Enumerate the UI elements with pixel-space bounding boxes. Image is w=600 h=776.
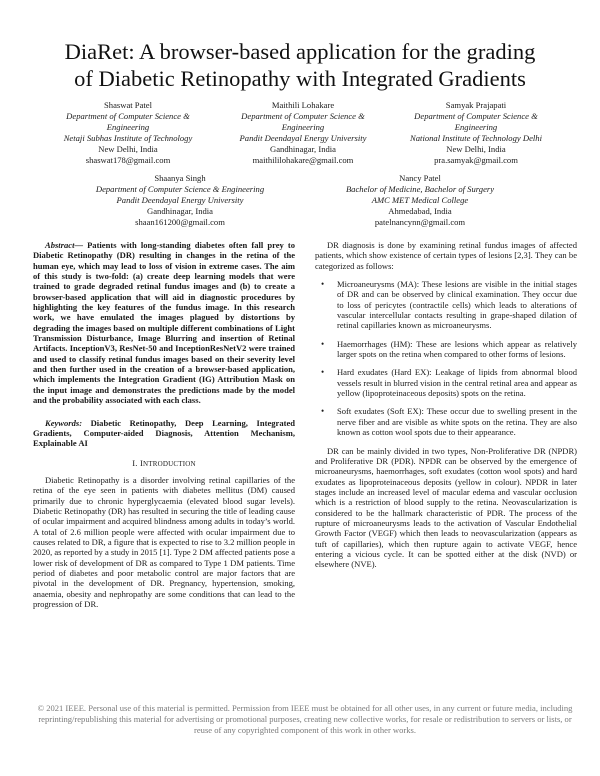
bullet-icon: •: [321, 406, 325, 417]
author-location: New Delhi, India: [98, 144, 158, 154]
author-institution: Pandit Deendayal Energy University: [239, 133, 367, 143]
author-institution: Netaji Subhas Institute of Technology: [63, 133, 193, 143]
author-dept: Engineering: [454, 122, 498, 132]
lesion-list: [315, 279, 577, 437]
author-block-5: [300, 173, 540, 228]
right-column: [315, 240, 577, 570]
list-item: • Microaneurysms (MA): These lesions are visible in the initial stages of DR and can be observed by clinical examination. They occur due to loss of pericytes (contractile cells) which leads to alterations of vascular intercellular contacts resulting in grape-shaped dilation of retinal capillaries known as microaneurysms.: [321, 279, 577, 331]
author-block-1: [48, 100, 208, 166]
author-institution: AMC MET Medical College: [371, 195, 469, 205]
author-location: Gandhinagar, India: [147, 206, 213, 216]
author-name: Shaanya Singh: [154, 173, 206, 183]
left-column: [33, 240, 295, 609]
author-block-2: [218, 100, 388, 166]
author-institution: Pandit Deendayal Energy University: [116, 195, 244, 205]
author-name: Nancy Patel: [399, 173, 441, 183]
author-email[interactable]: pra.samyak@gmail.com: [434, 155, 518, 165]
author-dept: Engineering: [281, 122, 325, 132]
abstract-text: Patients with long-standing diabetes often fall prey to Diabetic Retinopathy (DR) resulting in changes in the retina of the human eye, which may lead to loss of vision in extreme cases. The aim of this study is two-fold: (a) create deep learning models that were trained to grade degraded retinal fundus images and (b) to create a browser-based application that will aid in diagnostic procedures by highlighting the key features of the fundus image. In this research work, we have emulated the images plagued by distortions by degrading the images based on multiple different combinations of Light Transmission Disturbance, Image Blurring and insertion of Retinal Artifacts. InceptionV3, ResNet-50 and InceptionResNetV2 were trained and used to classify retinal fundus images based on their severity level and then further used in the creation of a browser-based application, which implements the Integration Gradient (IG) Attribution Mask on the input image and demonstrates the predictions made by the model and the probability associated with each class.: [33, 240, 295, 406]
title-line-2: of Diabetic Retinopathy with Integrated Gradients: [74, 66, 526, 91]
author-email[interactable]: maithililohakare@gmail.com: [252, 155, 354, 165]
author-institution: National Institute of Technology Delhi: [410, 133, 542, 143]
author-name: Shaswat Patel: [104, 100, 152, 110]
author-location: Gandhinagar, India: [270, 144, 336, 154]
author-dept: Department of Computer Science &: [66, 111, 190, 121]
title-line-1: DiaRet: A browser-based application for the grading: [64, 39, 536, 64]
author-dept: Bachelor of Medicine, Bachelor of Surgery: [345, 184, 495, 194]
dr-types-paragraph: DR can be mainly divided in two types, Non-Proliferative DR (NPDR) and Proliferative DR (PDR). NPDR can be observed by the emergence of microaneurysms, haemorrhages, soft exudates (cotton wool spots) and hard exudates as lipoproteinaceous deposits (yellow in colour). NPDR in later stages include an increased level of macular edema and vascular occlusion which is a restriction of blood supply to the retina. Neovascularization is considered to be the hallmark characteristic of PDR. The process of the rupture of microaneurysms leads to the activation of Vascular Endothelial Growth Factor (VEGF) which then leads to neovascularization (appears as tuft of capillaries), which then rupture again to activate VEGF, hence entering a vicious cycle. It can be spotted either at the disk (NVD) or elsewhere (NVE).: [315, 445, 577, 570]
list-item: • Hard exudates (Hard EX): Leakage of lipids from abnormal blood vessels result in blurred vision in the central retinal area and appear as yellow (lipoproteinaceous deposits) spots on the retina.: [321, 367, 577, 399]
author-email[interactable]: patelnancynn@gmail.com: [374, 217, 466, 227]
abstract: [33, 240, 295, 406]
author-email[interactable]: shaan161200@gmail.com: [135, 217, 225, 227]
lesion-intro-paragraph: DR diagnosis is done by examining retinal fundus images of affected patients, which show existence of certain types of lesions [2,3]. They can be categorized as follows:: [315, 240, 577, 271]
author-location: Ahmedabad, India: [388, 206, 452, 216]
abstract-label: Abstract—: [45, 240, 83, 250]
author-location: New Delhi, India: [446, 144, 506, 154]
list-item: • Soft exudates (Soft EX): These occur due to swelling present in the nerve fiber and are visible as white spots on the retina. They are also known as cotton wool spots due to their appearance.: [321, 406, 577, 438]
author-block-4: [75, 173, 285, 228]
author-dept: Department of Computer Science &: [241, 111, 365, 121]
section-heading-introduction: I. INTRODUCTION: [132, 457, 196, 468]
author-dept: Engineering: [106, 122, 150, 132]
author-name: Samyak Prajapati: [445, 100, 507, 110]
author-name: Maithili Lohakare: [271, 100, 335, 110]
paper-title: [30, 38, 570, 92]
author-block-3: [392, 100, 560, 166]
author-dept: Department of Computer Science & Engineering: [95, 184, 265, 194]
bullet-icon: •: [321, 367, 325, 378]
bullet-icon: •: [321, 279, 325, 290]
copyright-notice: © 2021 IEEE. Personal use of this material is permitted. Permission from IEEE must be obtained for all other uses, in any current or future media, including reprinting/republishing this material for advertising or promotional purposes, creating new collective works, for resale or redistribution to servers or lists, or reuse of any copyrighted component of this work in other works.: [37, 703, 573, 735]
author-email[interactable]: shaswat178@gmail.com: [85, 155, 171, 165]
list-item: • Haemorrhages (HM): These are lesions which appear as relatively larger spots on the retina when compared to other forms of lesions.: [321, 338, 577, 360]
keywords: [33, 418, 295, 449]
keywords-label: Keywords:: [45, 417, 83, 428]
author-dept: Department of Computer Science &: [414, 111, 538, 121]
bullet-icon: •: [321, 338, 325, 349]
introduction-paragraph: Diabetic Retinopathy is a disorder involving retinal capillaries of the retina of the eye seen in patients with diabetes mellitus (DM) caused primarily due to chronic hyperglycaemia (elevated blood sugar levels). Diabetic Retinopathy (DR) has resulted in securing the title of leading cause of ocular impairment and acquired blindness among adults in today’s world. A total of 2.6 million people were affected with ocular impairment due to causes related to DR, a figure that is expected to rise to 3.2 million people in 2020, as reported by a study in 2015 [1]. Type 2 DM affected patients pose a lower risk of development of DR as compared to Type 1 DM patients. Time period of diabetes and poor metabolic control are major factors that are pivotal in the development of DR. Pregnancy, hypertension, smoking, anaemia, obesity and nephropathy are some conditions that can lead to the progression of DR.: [33, 474, 295, 609]
keywords-text: Diabetic Retinopathy, Deep Learning, Integrated Gradients, Computer-aided Diagnosis, Attention Mechanism, Explainable AI: [33, 417, 295, 449]
